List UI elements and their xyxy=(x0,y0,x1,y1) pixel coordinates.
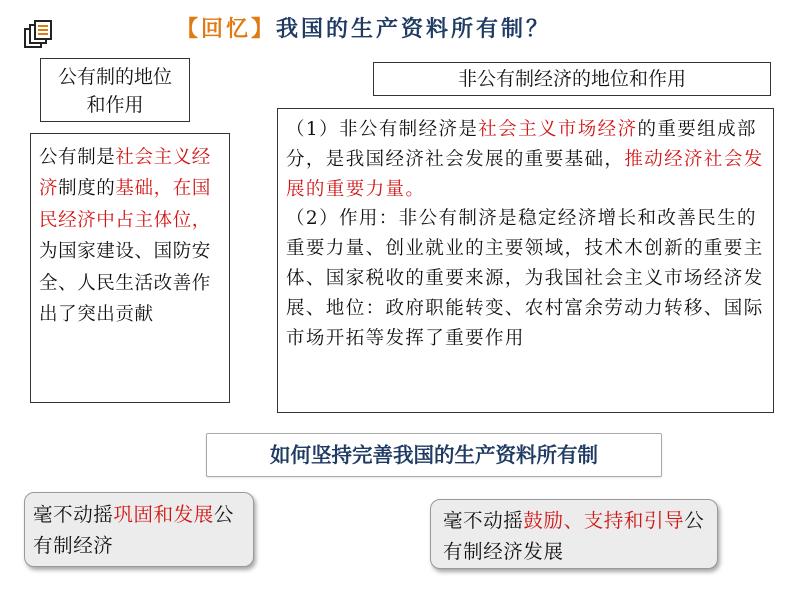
answer-public-ownership xyxy=(24,492,254,567)
right-body-text-2: 的重要组成部分，是我国经济社会发展的重要基础， xyxy=(286,119,757,170)
public-ownership-heading xyxy=(40,58,190,122)
answer-non-public-economy xyxy=(430,499,718,569)
paragraph-function: （2）作用：非公有制济是稳定经济增长和改善民生的重要力量、创业就业的主要领域，技术木创新的重要主体、国家税收的重要来源，为我国社会主义市场经济发展、地位：政府职能转变、农村富余劳动力转移、国际市场开拓等发挥了重要作用 xyxy=(286,208,764,349)
left-body-text-1: 公有制是 xyxy=(39,147,116,168)
right-body-highlight-2: 推动经济社会发展的重要力量。 xyxy=(286,148,764,200)
answer-left-highlight: 巩固和发展 xyxy=(113,503,214,526)
answer-right-text-2: 公有制经济发展 xyxy=(443,509,705,563)
left-body-text-3: 为国家建设、国防安全、人民生活改善作出了突出贡献 xyxy=(39,241,211,326)
title-text: 我国的生产资料所有制？ xyxy=(276,16,552,42)
page-title xyxy=(176,12,551,43)
answer-left-text-1: 毫不动摇 xyxy=(33,503,114,526)
non-public-economy-heading-text: 非公有制经济的地位和作用 xyxy=(457,68,686,90)
left-body-highlight-1: 社会主义经济 xyxy=(39,147,211,200)
answer-right-text-1: 毫不动摇 xyxy=(443,509,524,532)
question-text: 如何坚持完善我国的生产资料所有制 xyxy=(270,443,598,467)
left-body-highlight-2: 基础，在国民经济中占主体位， xyxy=(39,178,211,231)
answer-right-highlight: 鼓励、支持和引导 xyxy=(523,509,685,532)
right-body-text-1: （1）非公有制经济是 xyxy=(286,119,479,140)
public-ownership-heading-text: 公有制的地位和作用 xyxy=(57,66,172,116)
non-public-economy-content xyxy=(277,108,774,413)
right-body-highlight-1: 社会主义市场经济 xyxy=(478,119,638,140)
answer-left-text-2: 公有制经济 xyxy=(33,503,235,557)
question-banner xyxy=(206,433,662,477)
non-public-economy-heading xyxy=(373,62,771,96)
paragraph-role xyxy=(286,115,767,204)
left-body-text-2: 制度的 xyxy=(58,178,116,200)
title-tag: 【回忆】 xyxy=(176,16,277,42)
public-ownership-content xyxy=(30,133,230,403)
document-stack-icon xyxy=(24,20,52,50)
